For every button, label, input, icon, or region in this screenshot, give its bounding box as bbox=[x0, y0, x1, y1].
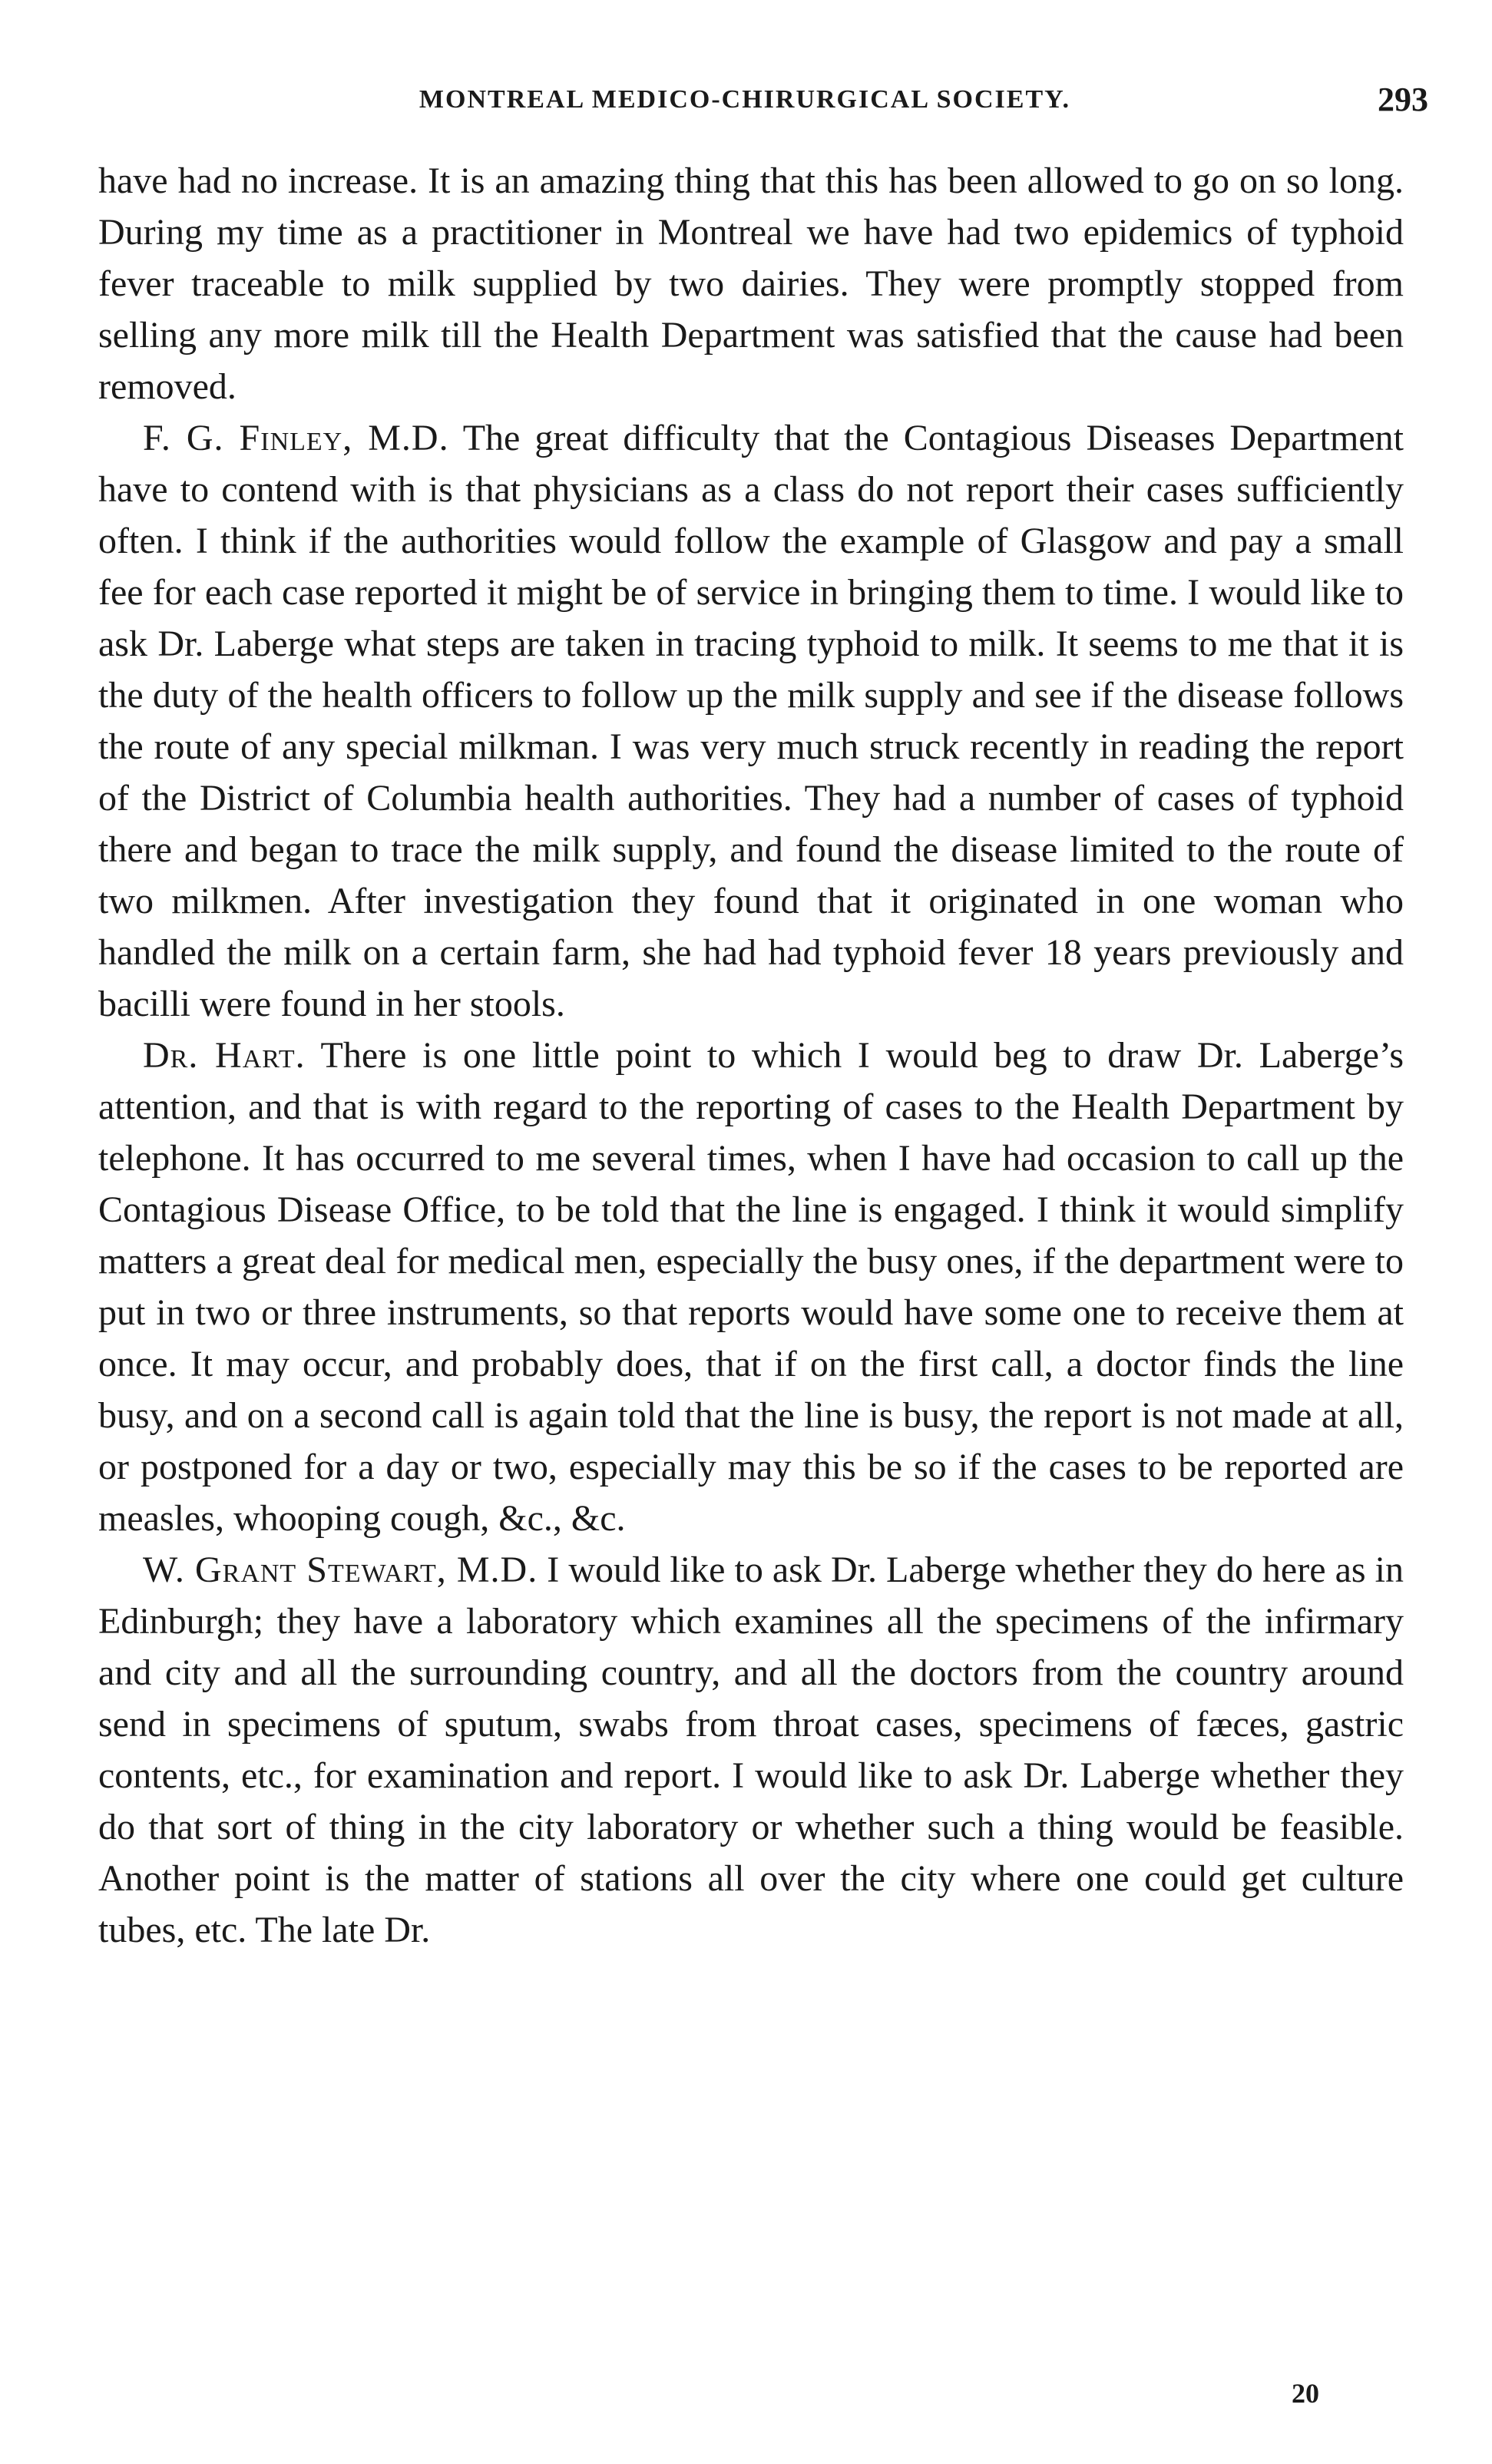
running-title: MONTREAL MEDICO-CHIRURGICAL SOCIETY. bbox=[418, 85, 1071, 114]
page-number: 293 bbox=[1378, 81, 1428, 118]
speaker-name: F. G. Finley, M.D. bbox=[143, 418, 449, 458]
paragraph-stewart bbox=[98, 1544, 1404, 1956]
body-text bbox=[98, 155, 1404, 1956]
paragraph-hart bbox=[98, 1030, 1404, 1544]
paragraph-finley bbox=[98, 412, 1404, 1030]
paragraph-text: I would like to ask Dr. Laberge whether they do here as in Edinburgh; they have a laboratory which examines all the specimens of the infirmary and city and all the surrounding country, and all the doctors from the country around send in specimens of sputum, swabs from throat cases, specimens of fæces, gastric contents, etc., for examination and report. I would like to ask Dr. Laberge whether they do that sort of thing in the city laboratory or whether such a thing would be feasible. Another point is the matter of stations all over the city where one could get culture tubes, etc. The late Dr. bbox=[98, 1550, 1404, 1950]
paragraph-text: have had no increase. It is an amazing thing that this has been allowed to go on so long. During my time as a practitioner in Montreal we have had two epidemics of typhoid fever traceable to milk supplied by two dairies. They were promptly stopped from selling any more milk till the Health Department was satisfied that the cause had been removed. bbox=[98, 160, 1404, 407]
paragraph-text: The great difficulty that the Contagious Diseases Department have to contend with is that physicians as a class do not report their cases sufficiently often. I think if the authorities would follow the example of Glasgow and pay a small fee for each case reported it might be of service in bringing them to time. I would like to ask Dr. Laberge what steps are taken in tracing typhoid to milk. It seems to me that it is the duty of the health officers to follow up the milk supply and see if the disease follows the route of any special milkman. I was very much struck recently in reading the report of the District of Columbia health authorities. They had a number of cases of typhoid there and began to trace the milk supply, and found the disease limited to the route of two milkmen. After investigation they found that it originated in one woman who handled the milk on a certain farm, she had had typhoid fever 18 years previously and bacilli were found in her stools. bbox=[98, 418, 1404, 1024]
speaker-name: Dr. Hart. bbox=[143, 1035, 306, 1076]
signature-mark: 20 bbox=[1292, 2378, 1319, 2409]
paragraph-text: There is one little point to which I would beg to draw Dr. Laberge’s attention, and that is with regard to the reporting of cases to the Health Department by telephone. It has occurred to me several times, when I have had occasion to call up the Contagious Disease Office, to be told that the line is engaged. I think it would simplify matters a great deal for medical men, especially the busy ones, if the department were to put in two or three instruments, so that reports would have some one to receive them at once. It may occur, and probably does, that if on the first call, a doctor finds the line busy, and on a second call is again told that the line is busy, the report is not made at all, or postponed for a day or two, especially may this be so if the cases to be reported are measles, whooping cough, &c., &c. bbox=[98, 1035, 1404, 1539]
running-header bbox=[92, 77, 1428, 123]
speaker-name: W. Grant Stewart, M.D. bbox=[143, 1550, 538, 1590]
paragraph-continued bbox=[98, 155, 1404, 412]
